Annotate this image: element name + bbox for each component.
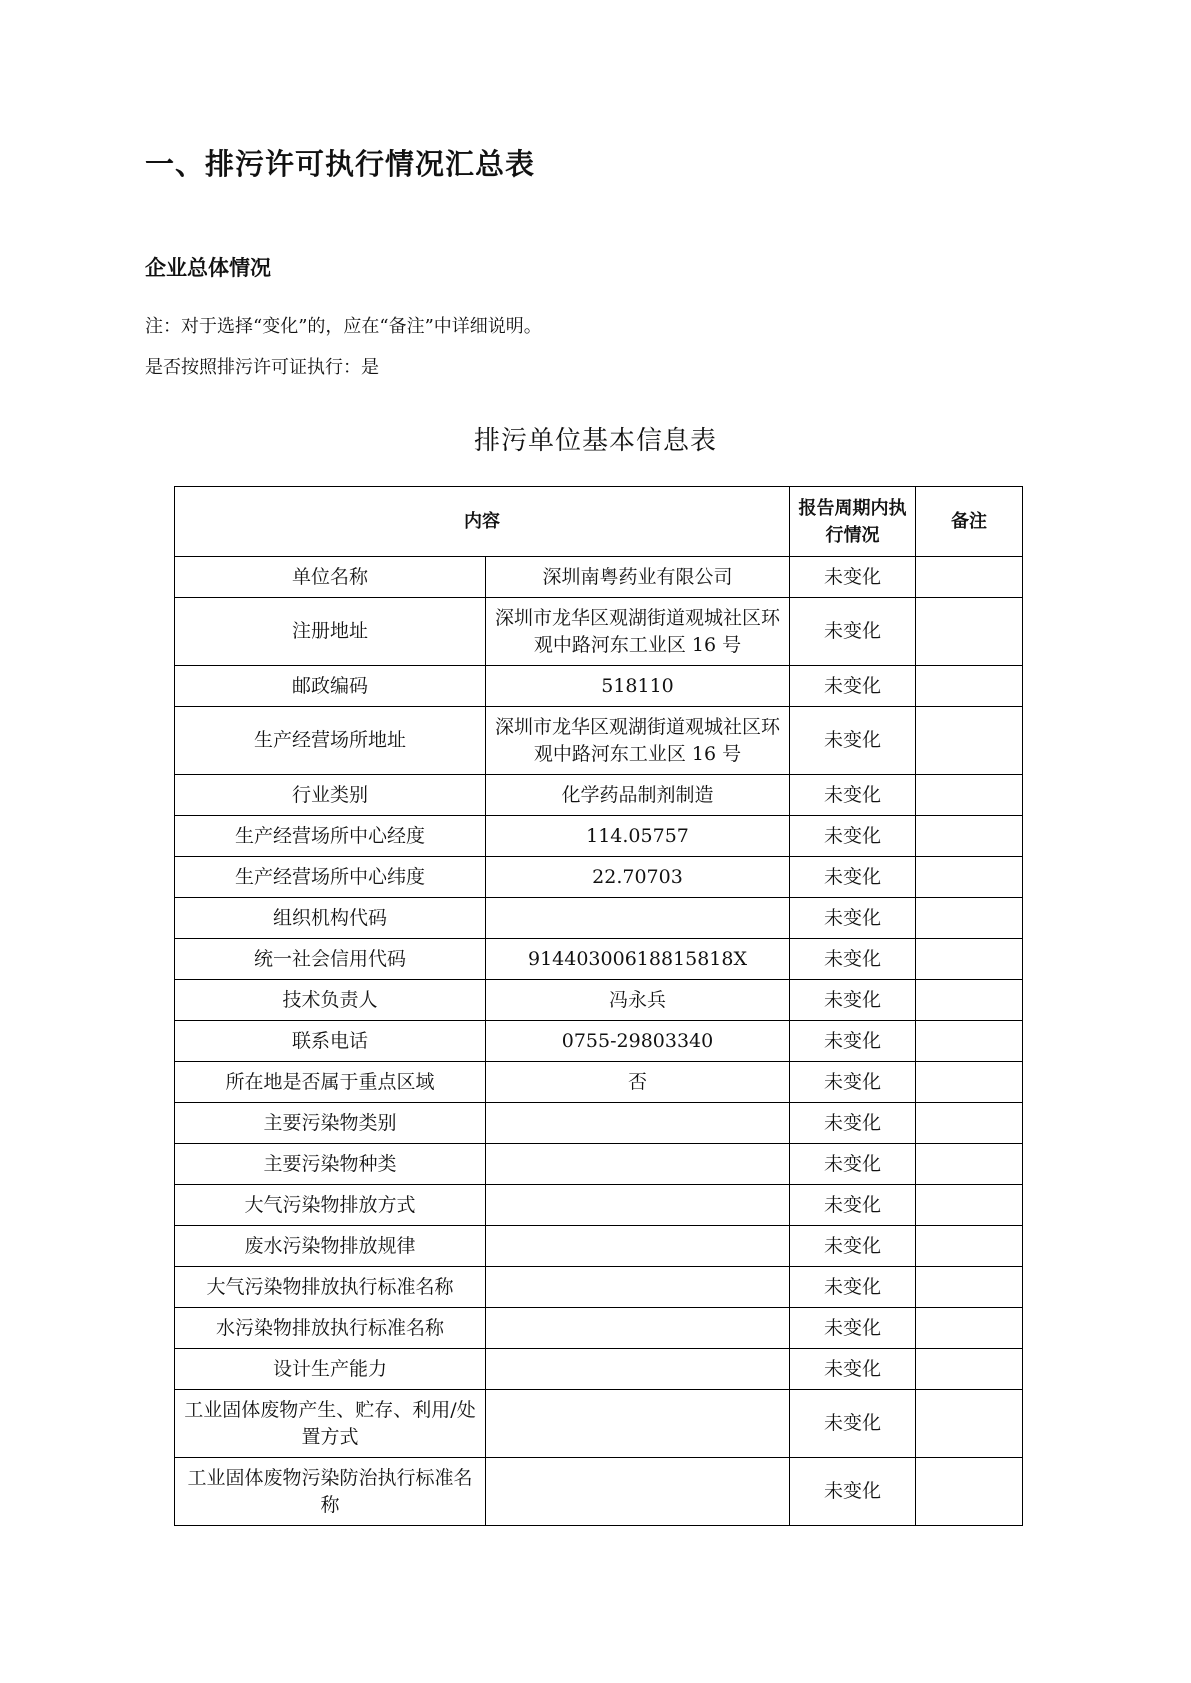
row-status: 未变化 bbox=[790, 1185, 916, 1226]
table-header-row bbox=[175, 487, 1023, 557]
row-status: 未变化 bbox=[790, 1021, 916, 1062]
row-status: 未变化 bbox=[790, 857, 916, 898]
row-status: 未变化 bbox=[790, 1267, 916, 1308]
table-row bbox=[175, 1458, 1023, 1526]
basic-info-table bbox=[174, 486, 1023, 1526]
row-remark bbox=[916, 980, 1023, 1021]
row-item: 废水污染物排放规律 bbox=[175, 1226, 486, 1267]
table-row bbox=[175, 1226, 1023, 1267]
table-row bbox=[175, 1103, 1023, 1144]
row-value bbox=[486, 1185, 790, 1226]
table-row bbox=[175, 1390, 1023, 1458]
row-value: 深圳南粤药业有限公司 bbox=[486, 557, 790, 598]
row-remark bbox=[916, 1349, 1023, 1390]
row-status: 未变化 bbox=[790, 1226, 916, 1267]
row-status: 未变化 bbox=[790, 898, 916, 939]
table-row bbox=[175, 1062, 1023, 1103]
row-status: 未变化 bbox=[790, 1458, 916, 1526]
row-value: 深圳市龙华区观湖街道观城社区环观中路河东工业区 16 号 bbox=[486, 598, 790, 666]
row-item: 大气污染物排放方式 bbox=[175, 1185, 486, 1226]
row-item: 组织机构代码 bbox=[175, 898, 486, 939]
row-status: 未变化 bbox=[790, 598, 916, 666]
header-content: 内容 bbox=[175, 487, 790, 557]
compliance-text: 是否按照排污许可证执行：是 bbox=[145, 357, 379, 378]
row-value bbox=[486, 1267, 790, 1308]
row-value: 22.70703 bbox=[486, 857, 790, 898]
row-item: 工业固体废物产生、贮存、利用/处置方式 bbox=[175, 1390, 486, 1458]
row-item: 生产经营场所中心经度 bbox=[175, 816, 486, 857]
table-row bbox=[175, 666, 1023, 707]
table-row bbox=[175, 939, 1023, 980]
row-value: 114.05757 bbox=[486, 816, 790, 857]
row-remark bbox=[916, 1390, 1023, 1458]
row-status: 未变化 bbox=[790, 1144, 916, 1185]
row-remark bbox=[916, 666, 1023, 707]
row-status: 未变化 bbox=[790, 1349, 916, 1390]
table-row bbox=[175, 898, 1023, 939]
row-status: 未变化 bbox=[790, 816, 916, 857]
row-remark bbox=[916, 1021, 1023, 1062]
row-item: 生产经营场所地址 bbox=[175, 707, 486, 775]
row-remark bbox=[916, 598, 1023, 666]
section-heading: 企业总体情况 bbox=[145, 256, 271, 280]
row-status: 未变化 bbox=[790, 557, 916, 598]
table-row bbox=[175, 816, 1023, 857]
header-remark: 备注 bbox=[916, 487, 1023, 557]
row-status: 未变化 bbox=[790, 1062, 916, 1103]
row-status: 未变化 bbox=[790, 1103, 916, 1144]
row-remark bbox=[916, 1185, 1023, 1226]
row-value bbox=[486, 1390, 790, 1458]
row-item: 联系电话 bbox=[175, 1021, 486, 1062]
row-status: 未变化 bbox=[790, 666, 916, 707]
row-remark bbox=[916, 707, 1023, 775]
row-remark bbox=[916, 1267, 1023, 1308]
row-value: 91440300618815818X bbox=[486, 939, 790, 980]
row-value: 冯永兵 bbox=[486, 980, 790, 1021]
row-item: 注册地址 bbox=[175, 598, 486, 666]
row-value: 化学药品制剂制造 bbox=[486, 775, 790, 816]
row-item: 单位名称 bbox=[175, 557, 486, 598]
table-row bbox=[175, 1308, 1023, 1349]
row-item: 水污染物排放执行标准名称 bbox=[175, 1308, 486, 1349]
table-row bbox=[175, 980, 1023, 1021]
row-item: 邮政编码 bbox=[175, 666, 486, 707]
row-value: 深圳市龙华区观湖街道观城社区环观中路河东工业区 16 号 bbox=[486, 707, 790, 775]
row-remark bbox=[916, 557, 1023, 598]
row-remark bbox=[916, 1144, 1023, 1185]
row-remark bbox=[916, 775, 1023, 816]
row-item: 设计生产能力 bbox=[175, 1349, 486, 1390]
row-item: 所在地是否属于重点区域 bbox=[175, 1062, 486, 1103]
header-status: 报告周期内执行情况 bbox=[790, 487, 916, 557]
row-status: 未变化 bbox=[790, 775, 916, 816]
row-item: 工业固体废物污染防治执行标准名称 bbox=[175, 1458, 486, 1526]
page-heading: 一、排污许可执行情况汇总表 bbox=[145, 147, 536, 181]
row-item: 生产经营场所中心纬度 bbox=[175, 857, 486, 898]
row-remark bbox=[916, 1308, 1023, 1349]
row-remark bbox=[916, 1226, 1023, 1267]
table-title: 排污单位基本信息表 bbox=[473, 426, 717, 456]
row-remark bbox=[916, 816, 1023, 857]
table-row bbox=[175, 598, 1023, 666]
row-status: 未变化 bbox=[790, 1308, 916, 1349]
row-value bbox=[486, 898, 790, 939]
table-row bbox=[175, 707, 1023, 775]
row-value bbox=[486, 1349, 790, 1390]
row-value bbox=[486, 1103, 790, 1144]
row-value bbox=[486, 1144, 790, 1185]
row-value bbox=[486, 1226, 790, 1267]
row-value bbox=[486, 1308, 790, 1349]
row-item: 行业类别 bbox=[175, 775, 486, 816]
table-row bbox=[175, 1021, 1023, 1062]
row-value: 518110 bbox=[486, 666, 790, 707]
table-row bbox=[175, 857, 1023, 898]
row-remark bbox=[916, 898, 1023, 939]
row-value: 否 bbox=[486, 1062, 790, 1103]
note-text: 注：对于选择“变化”的，应在“备注”中详细说明。 bbox=[145, 316, 542, 337]
table-row bbox=[175, 557, 1023, 598]
row-value: 0755-29803340 bbox=[486, 1021, 790, 1062]
row-item: 统一社会信用代码 bbox=[175, 939, 486, 980]
table-row bbox=[175, 1349, 1023, 1390]
row-remark bbox=[916, 1458, 1023, 1526]
row-item: 主要污染物类别 bbox=[175, 1103, 486, 1144]
table-row bbox=[175, 1144, 1023, 1185]
row-remark bbox=[916, 857, 1023, 898]
table-row bbox=[175, 775, 1023, 816]
table-row bbox=[175, 1185, 1023, 1226]
row-remark bbox=[916, 1062, 1023, 1103]
row-remark bbox=[916, 1103, 1023, 1144]
row-item: 大气污染物排放执行标准名称 bbox=[175, 1267, 486, 1308]
row-item: 主要污染物种类 bbox=[175, 1144, 486, 1185]
row-status: 未变化 bbox=[790, 1390, 916, 1458]
row-status: 未变化 bbox=[790, 707, 916, 775]
row-status: 未变化 bbox=[790, 980, 916, 1021]
row-remark bbox=[916, 939, 1023, 980]
table-row bbox=[175, 1267, 1023, 1308]
row-status: 未变化 bbox=[790, 939, 916, 980]
row-item: 技术负责人 bbox=[175, 980, 486, 1021]
row-value bbox=[486, 1458, 790, 1526]
